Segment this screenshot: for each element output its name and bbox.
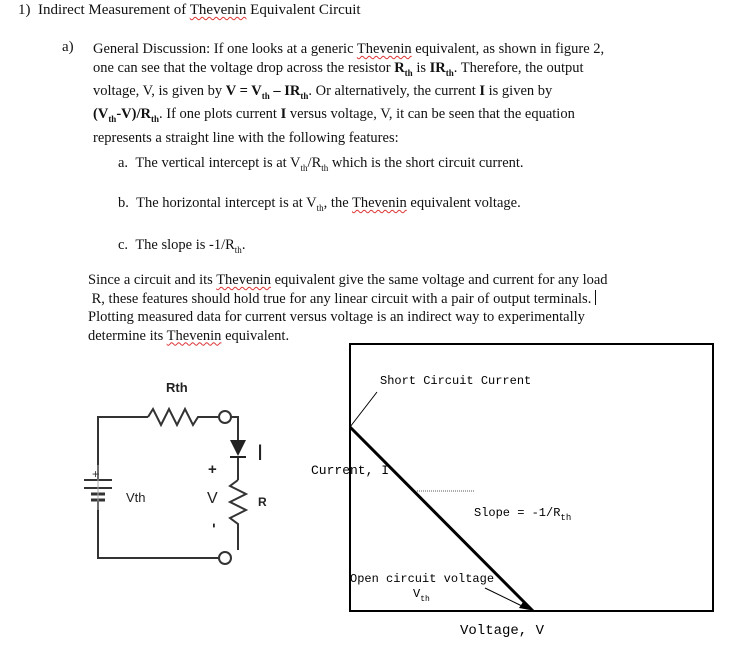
vth-graph-subscript: th <box>420 595 430 604</box>
voltage-axis-label: Voltage, V <box>460 623 545 639</box>
closing-line-3: Plotting measured data for current versus voltage is an indirect way to experimentally <box>88 309 585 325</box>
thevenin-circuit-diagram <box>80 370 290 585</box>
circuit-wire-right-top <box>231 417 238 440</box>
subsection-label: a) <box>62 39 74 55</box>
paragraph-line-5: represents a straight line with the following features: <box>93 129 399 146</box>
minus-sign: - <box>206 523 223 528</box>
thevenin-word: Thevenin <box>352 195 407 211</box>
load-r-label: R <box>258 495 267 509</box>
heading-title-pre: Indirect Measurement of <box>38 2 190 18</box>
plus-sign: + <box>208 461 217 478</box>
general-discussion-paragraph <box>93 40 683 147</box>
load-resistor-icon <box>230 480 246 550</box>
battery-plus-label: + <box>92 467 100 481</box>
paragraph-line-1: General Discussion: If one looks at a generic Thevenin equivalent, as shown in figure 2, <box>93 41 605 57</box>
top-terminal-icon <box>219 411 231 423</box>
short-circuit-pointer <box>350 392 377 427</box>
paragraph-line-3: voltage, V, is given by $V = V_{th} - IR_{th}$. Or alternatively, the current I is given by <box>93 82 553 101</box>
paragraph-line-2: one can see that the voltage drop across the resistor $R_{th}$ is $IR_{th}$. Therefore, the output <box>93 59 584 78</box>
feature-b: b. The horizontal intercept is at $V_{th}$, the Thevenin equivalent voltage. <box>118 195 521 213</box>
current-label: I <box>257 440 264 465</box>
heading-title-post: Equivalent Circuit <box>246 2 361 18</box>
short-circuit-label: Short Circuit Current <box>380 374 532 388</box>
rth-resistor-icon <box>148 409 218 425</box>
thevenin-word: Thevenin <box>356 41 412 57</box>
vth-label: Vth <box>126 490 146 505</box>
closing-line-4: determine its Thevenin equivalent. <box>88 327 290 344</box>
feature-c: c. The slope is $-1/R_{th}$. <box>118 237 246 255</box>
vth-graph-label: $V_{th}$ <box>413 587 430 604</box>
paragraph-line-4: $(V_{th}-V)/R_{th}$. If one plots current I versus voltage, V, it can be seen that the equation <box>93 106 575 125</box>
feature-a: a. The vertical intercept is at $V_{th}/R_{th}$ which is the short circuit current. <box>118 155 524 173</box>
rth-label: Rth <box>166 380 188 395</box>
bottom-terminal-icon <box>219 552 231 564</box>
circuit-wire-bottom <box>98 515 219 558</box>
closing-paragraph <box>88 271 688 345</box>
slope-label: Slope = $-1/R_{th}$ <box>474 506 572 523</box>
current-axis-label: Current, I <box>311 463 390 478</box>
closing-line-1: Since a circuit and its Thevenin equivalent give the same voltage and current for any load <box>88 272 608 288</box>
slope-subscript: th <box>560 513 572 523</box>
heading-number: 1) <box>18 2 31 18</box>
current-arrow-icon <box>230 440 246 456</box>
heading-title-thevenin: Thevenin <box>189 2 247 18</box>
circuit-wire-top <box>98 417 148 452</box>
section-heading <box>18 2 361 19</box>
closing-line-2: R, these features should hold true for any linear circuit with a pair of output terminals. <box>88 290 688 309</box>
thevenin-word: Thevenin <box>216 272 271 288</box>
iv-graph <box>300 340 749 650</box>
open-circuit-label: Open circuit voltage <box>350 572 495 586</box>
thevenin-word: Thevenin <box>166 327 222 344</box>
voltage-label: V <box>207 490 218 507</box>
text-cursor <box>595 290 596 305</box>
